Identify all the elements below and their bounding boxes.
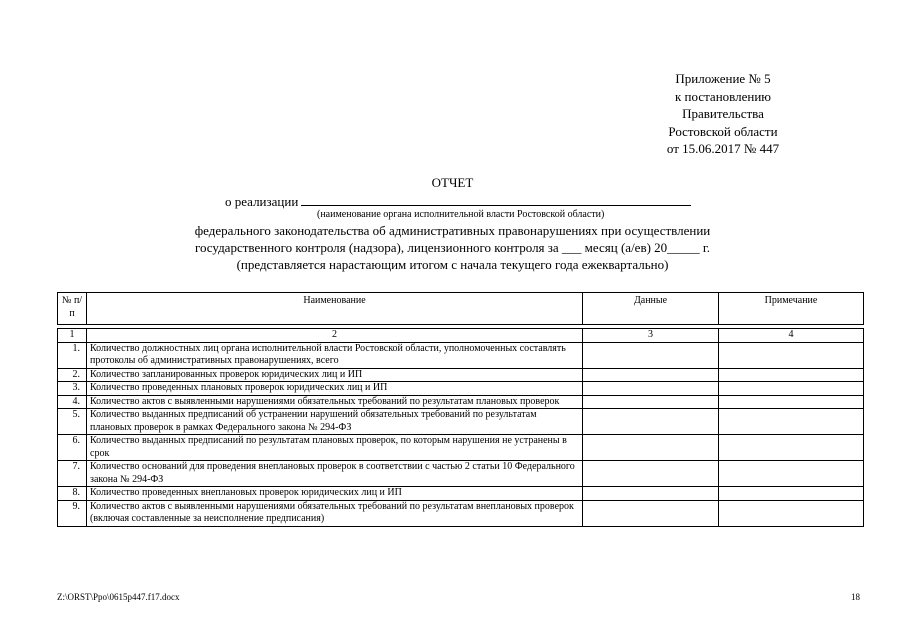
row-note-cell[interactable] bbox=[719, 461, 864, 487]
appendix-line: к постановлению bbox=[674, 88, 772, 104]
table-row bbox=[58, 487, 864, 501]
row-name: Количество проведенных плановых проверок юридических лиц и ИП bbox=[87, 382, 583, 396]
header-note: Примечание bbox=[719, 293, 864, 325]
col-number: 2 bbox=[87, 329, 583, 343]
row-note-cell[interactable] bbox=[719, 368, 864, 382]
report-title: ОТЧЕТ bbox=[431, 175, 474, 190]
appendix-line: от 15.06.2017 № 447 bbox=[666, 141, 780, 156]
header-num: № п/п bbox=[58, 293, 87, 325]
row-data-cell[interactable] bbox=[583, 461, 719, 487]
table-row bbox=[58, 368, 864, 382]
col-number: 3 bbox=[583, 329, 719, 343]
row-name: Количество запланированных проверок юридических лиц и ИП bbox=[87, 368, 583, 382]
row-number: 8. bbox=[58, 487, 87, 501]
row-name: Количество выданных предписаний об устранении нарушений обязательных требований по результатам плановых проверок в рамках Федерального закона № 294-ФЗ bbox=[87, 409, 583, 435]
row-name: Количество должностных лиц органа исполнительной власти Ростовской области, уполномоченных составлять протоколы об административных правонарушениях, всего bbox=[87, 342, 583, 368]
appendix-line: Ростовской области bbox=[668, 123, 778, 139]
row-name: Количество проведенных внеплановых проверок юридических лиц и ИП bbox=[87, 487, 583, 501]
table-header-row bbox=[58, 293, 864, 325]
row-data-cell[interactable] bbox=[583, 409, 719, 435]
row-number: 5. bbox=[58, 409, 87, 435]
realiz-blank-field bbox=[301, 193, 691, 206]
row-data-cell[interactable] bbox=[583, 500, 719, 526]
realiz-hint: (наименование органа исполнительной власти Ростовской области) bbox=[317, 209, 605, 220]
table-row bbox=[58, 382, 864, 396]
row-number: 7. bbox=[58, 461, 87, 487]
table-body bbox=[58, 342, 864, 526]
row-note-cell[interactable] bbox=[719, 382, 864, 396]
table-row bbox=[58, 500, 864, 526]
row-note-cell[interactable] bbox=[719, 487, 864, 501]
subtitle-line: федерального законодательства об административных правонарушениях при осуществлении bbox=[194, 223, 711, 238]
row-note-cell[interactable] bbox=[719, 342, 864, 368]
footer-file-path: Z:\ORST\Ppo\0615p447.f17.docx bbox=[57, 592, 180, 602]
appendix-line: Правительства bbox=[682, 106, 764, 121]
row-data-cell[interactable] bbox=[583, 368, 719, 382]
header-data: Данные bbox=[583, 293, 719, 325]
table-row bbox=[58, 435, 864, 461]
row-data-cell[interactable] bbox=[583, 382, 719, 396]
row-number: 3. bbox=[58, 382, 87, 396]
table-row bbox=[58, 409, 864, 435]
subtitle-line: (представляется нарастающим итогом с начала текущего года ежеквартально) bbox=[236, 257, 669, 272]
row-number: 9. bbox=[58, 500, 87, 526]
row-number: 1. bbox=[58, 342, 87, 368]
header-name: Наименование bbox=[87, 293, 583, 325]
row-name: Количество актов с выявленными нарушениями обязательных требований по результатам плановых проверок bbox=[87, 395, 583, 409]
row-name: Количество выданных предписаний по результатам плановых проверок, по которым нарушения не устранены в срок bbox=[87, 435, 583, 461]
row-note-cell[interactable] bbox=[719, 395, 864, 409]
row-note-cell[interactable] bbox=[719, 435, 864, 461]
report-table bbox=[57, 292, 864, 527]
realiz-label: о реализации bbox=[225, 194, 299, 209]
row-name: Количество оснований для проведения внеплановых проверок в соответствии с частью 2 статьи 10 Федерального закона № 294-ФЗ bbox=[87, 461, 583, 487]
table-row bbox=[58, 395, 864, 409]
table-col-numbers-row bbox=[58, 329, 864, 343]
subtitle-line: государственного контроля (надзора), лицензионного контроля за ___ месяц (а/ев) 20_____ г. bbox=[194, 240, 711, 255]
appendix-block bbox=[633, 70, 813, 158]
footer-page-number: 18 bbox=[851, 592, 860, 602]
col-number: 1 bbox=[58, 329, 87, 343]
row-number: 2. bbox=[58, 368, 87, 382]
table-row bbox=[58, 342, 864, 368]
appendix-line: Приложение № 5 bbox=[675, 71, 771, 86]
row-number: 4. bbox=[58, 395, 87, 409]
row-note-cell[interactable] bbox=[719, 500, 864, 526]
table-row bbox=[58, 461, 864, 487]
col-number: 4 bbox=[719, 329, 864, 343]
report-subtitle bbox=[0, 222, 905, 273]
row-note-cell[interactable] bbox=[719, 409, 864, 435]
row-data-cell[interactable] bbox=[583, 487, 719, 501]
row-data-cell[interactable] bbox=[583, 435, 719, 461]
row-number: 6. bbox=[58, 435, 87, 461]
row-data-cell[interactable] bbox=[583, 395, 719, 409]
row-name: Количество актов с выявленными нарушениями обязательных требований по результатам внеплановых проверок (включая составленные за неисполнение предписания) bbox=[87, 500, 583, 526]
row-data-cell[interactable] bbox=[583, 342, 719, 368]
realiz-line bbox=[225, 193, 691, 210]
